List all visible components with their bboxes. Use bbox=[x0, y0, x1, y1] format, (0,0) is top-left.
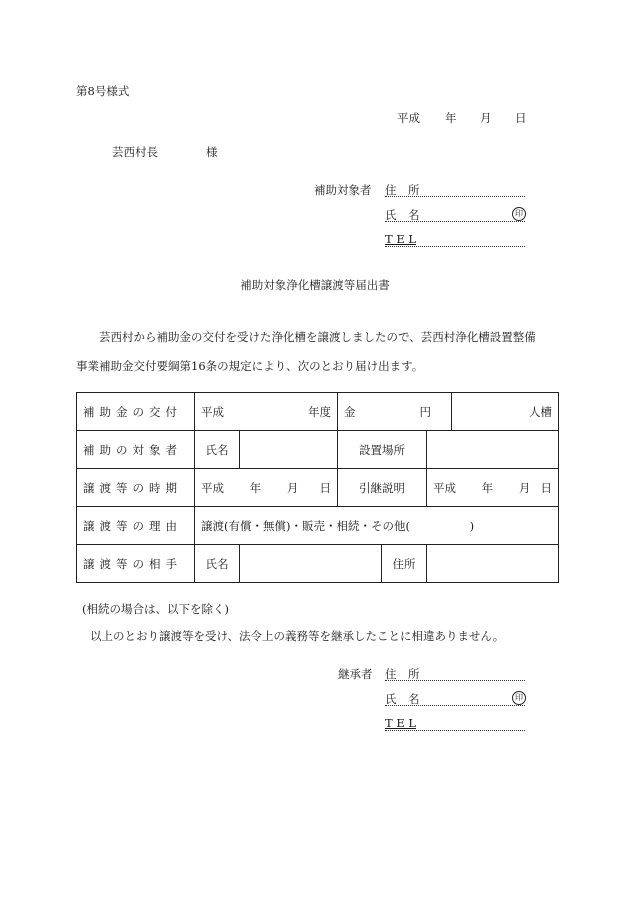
table-row bbox=[77, 545, 559, 583]
subsidy-capacity: 人槽 bbox=[452, 393, 559, 431]
applicant-name-line bbox=[385, 221, 525, 222]
row-label-subsidy: 補助金の交付 bbox=[77, 393, 195, 431]
date-era: 平成 bbox=[397, 111, 420, 125]
handover-date-cell bbox=[427, 469, 559, 507]
timing-era: 平成 bbox=[201, 480, 224, 495]
subject-name-value bbox=[240, 431, 338, 469]
transfer-form-table bbox=[76, 392, 559, 583]
handover-label: 引継説明 bbox=[338, 469, 427, 507]
reason-cell bbox=[195, 507, 559, 545]
recipient-address-label: 住所 bbox=[382, 545, 427, 583]
applicant-address-label: 住 所 bbox=[385, 183, 420, 197]
successor-name-line bbox=[385, 705, 525, 706]
date-month: 月 bbox=[480, 111, 492, 125]
succession-statement: 以上のとおり譲渡等を受け、法令上の義務等を継承したことに相違ありません。 bbox=[90, 629, 505, 643]
recipient-name-label: 氏名 bbox=[195, 545, 240, 583]
subject-place-label: 設置場所 bbox=[338, 431, 427, 469]
date-day: 日 bbox=[515, 111, 527, 125]
subject-name-label: 氏名 bbox=[195, 431, 240, 469]
handover-era: 平成 bbox=[433, 480, 456, 495]
addressee-name: 芸西村長 bbox=[112, 145, 158, 159]
subsidy-yen: 円 bbox=[419, 404, 432, 419]
successor-tel-label: T E L bbox=[385, 716, 417, 730]
timing-day: 日 bbox=[319, 480, 331, 495]
subsidy-era: 平成 bbox=[201, 404, 224, 419]
document-title: 補助対象浄化槽譲渡等届出書 bbox=[240, 278, 390, 292]
applicant-seal-mark: 印 bbox=[512, 207, 526, 221]
successor-address-line bbox=[385, 680, 525, 681]
successor-name-label: 氏 名 bbox=[385, 692, 420, 706]
successor-role: 継承者 bbox=[338, 667, 373, 681]
applicant-name-label: 氏 名 bbox=[385, 208, 420, 222]
row-label-reason: 譲渡等の理由 bbox=[77, 507, 195, 545]
handover-year: 年 bbox=[481, 480, 494, 495]
row-label-timing: 譲渡等の時期 bbox=[77, 469, 195, 507]
subsidy-amount-prefix: 金 bbox=[344, 404, 356, 419]
table-row bbox=[77, 431, 559, 469]
timing-date-cell bbox=[195, 469, 338, 507]
applicant-tel-label: T E L bbox=[385, 232, 417, 246]
recipient-address-value bbox=[427, 545, 559, 583]
row-label-subject: 補助の対象者 bbox=[77, 431, 195, 469]
successor-address-label: 住 所 bbox=[385, 667, 420, 681]
form-number: 第8号様式 bbox=[76, 84, 130, 98]
subject-place-value bbox=[427, 431, 559, 469]
body-line-1: 芸西村から補助金の交付を受けた浄化槽を譲渡しましたので、芸西村浄化槽設置整備 bbox=[99, 330, 536, 344]
timing-year: 年 bbox=[249, 480, 262, 495]
reason-text: 譲渡(有償・無償)・販売・相続・その他( bbox=[201, 518, 410, 533]
subsidy-year-suffix: 年度 bbox=[308, 404, 331, 419]
addressee-honorific: 様 bbox=[206, 145, 218, 159]
timing-month: 月 bbox=[286, 480, 299, 495]
body-line-2: 事業補助金交付要綱第16条の規定により、次のとおり届け出ます。 bbox=[76, 359, 424, 373]
reason-close: ) bbox=[469, 518, 475, 533]
row-label-recipient: 譲渡等の相手 bbox=[77, 545, 195, 583]
applicant-role: 補助対象者 bbox=[314, 183, 372, 197]
table-row bbox=[77, 393, 559, 431]
table-row bbox=[77, 507, 559, 545]
subsidy-year-cell bbox=[195, 393, 338, 431]
table-row bbox=[77, 469, 559, 507]
recipient-name-value bbox=[240, 545, 382, 583]
date-year: 年 bbox=[445, 111, 457, 125]
applicant-address-line bbox=[385, 196, 525, 197]
subsidy-amount-cell bbox=[338, 393, 452, 431]
handover-day: 日 bbox=[540, 480, 553, 495]
applicant-tel-line bbox=[385, 246, 525, 247]
successor-seal-mark: 印 bbox=[512, 691, 526, 705]
handover-month: 月 bbox=[518, 480, 531, 495]
inheritance-note: (相続の場合は、以下を除く) bbox=[82, 602, 229, 616]
successor-tel-line bbox=[385, 730, 525, 731]
